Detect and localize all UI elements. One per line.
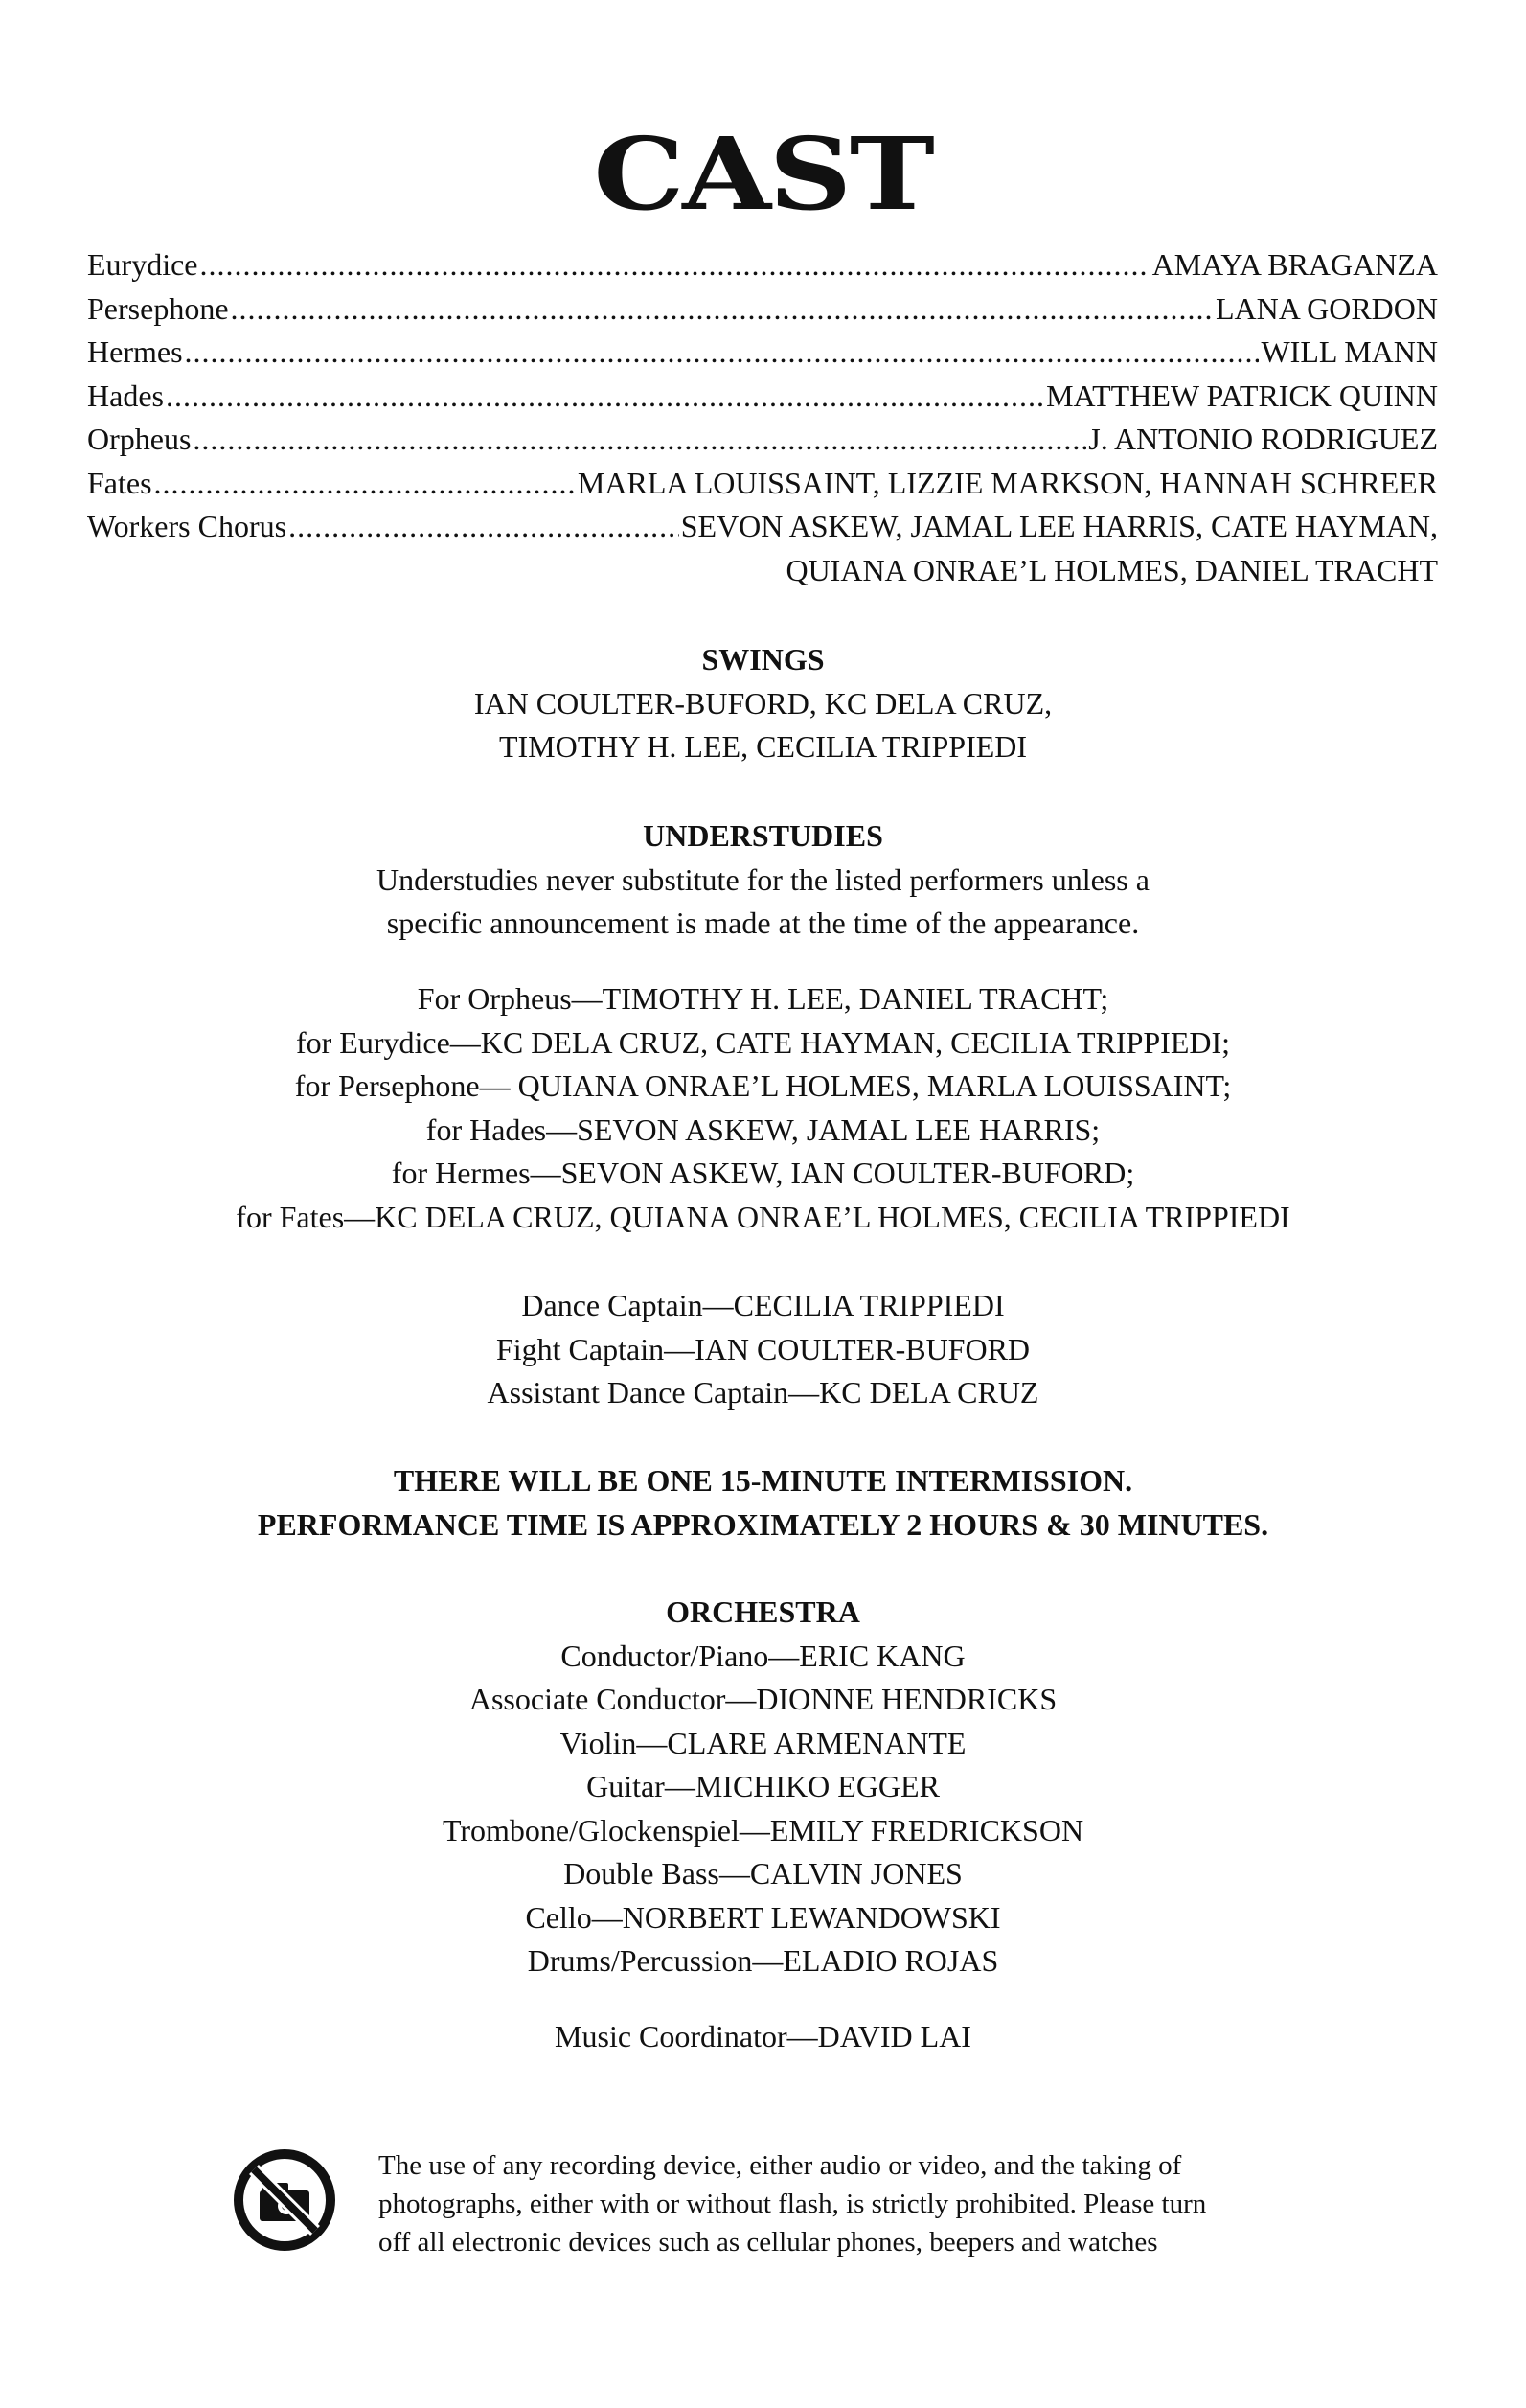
cast-role: Workers Chorus: [87, 509, 287, 543]
swings-heading: SWINGS: [701, 642, 825, 677]
orchestra-line: Cello—NORBERT LEWANDOWSKI: [525, 1899, 1001, 1935]
understudy-line: for Hades—SEVON ASKEW, JAMAL LEE HARRIS;: [425, 1112, 1101, 1147]
orchestra-line: Double Bass—CALVIN JONES: [563, 1856, 963, 1891]
understudies-note: specific announcement is made at the time of the appearance.: [386, 906, 1140, 940]
music-coordinator-line: Music Coordinator—DAVID LAI: [555, 2019, 971, 2053]
recording-notice: [233, 2146, 1334, 2271]
cast-role: Hermes: [87, 334, 183, 369]
no-camera-icon: [233, 2148, 336, 2252]
cast-actor: WILL MANN: [1261, 334, 1438, 369]
performance-time-line: PERFORMANCE TIME IS APPROXIMATELY 2 HOURS & 30 MINUTES.: [257, 1506, 1269, 1542]
cast-row: [87, 375, 1438, 419]
dot-leader: [154, 462, 576, 506]
cast-list: [87, 243, 1438, 592]
swings-section: [0, 638, 1526, 769]
cast-role: Eurydice: [87, 247, 198, 282]
cast-actor: AMAYA BRAGANZA: [1151, 247, 1438, 282]
swings-line: TIMOTHY H. LEE, CECILIA TRIPPIEDI: [498, 729, 1028, 764]
page-title: CAST: [593, 115, 933, 233]
cast-row: [87, 418, 1438, 462]
understudies-section: [0, 814, 1526, 946]
dot-leader: [231, 287, 1214, 332]
orchestra-line: Conductor/Piano—ERIC KANG: [560, 1638, 966, 1673]
intermission-section: [0, 1459, 1526, 1547]
notice-line: The use of any recording device, either audio or video, and the taking of: [378, 2150, 1182, 2181]
cast-role: Orpheus: [87, 422, 192, 456]
notice-text: [378, 2146, 1317, 2261]
cast-role: Hades: [87, 378, 164, 413]
dot-leader: [200, 243, 1150, 287]
notice-line: off all electronic devices such as cellular phones, beepers and watches: [378, 2227, 1158, 2258]
intermission-line: THERE WILL BE ONE 15-MINUTE INTERMISSION.: [393, 1463, 1133, 1498]
orchestra-section: [0, 1591, 1526, 1984]
notice-line: photographs, either with or without flash, is strictly prohibited. Please turn: [378, 2189, 1207, 2219]
understudies-heading: UNDERSTUDIES: [643, 818, 883, 853]
cast-actor: J. ANTONIO RODRIGUEZ: [1088, 422, 1438, 456]
dot-leader: [288, 505, 679, 549]
orchestra-heading: ORCHESTRA: [666, 1594, 860, 1629]
captain-line: Fight Captain—IAN COULTER-BUFORD: [495, 1331, 1031, 1366]
orchestra-line: Drums/Percussion—ELADIO ROJAS: [527, 1943, 999, 1978]
understudy-line: for Hermes—SEVON ASKEW, IAN COULTER-BUFORD;: [391, 1156, 1135, 1190]
cast-actor: MATTHEW PATRICK QUINN: [1046, 378, 1438, 413]
cast-actor: MARLA LOUISSAINT, LIZZIE MARKSON, HANNAH SCHREER: [577, 465, 1438, 500]
understudies-note: Understudies never substitute for the listed performers unless a: [376, 861, 1150, 897]
understudy-assignments: [0, 977, 1526, 1239]
cast-actor: LANA GORDON: [1216, 290, 1438, 326]
understudy-line: for Fates—KC DELA CRUZ, QUIANA ONRAE’L HOLMES, CECILIA TRIPPIEDI: [236, 1199, 1290, 1234]
cast-role: Persephone: [87, 290, 229, 326]
music-coordinator-section: [0, 2015, 1526, 2059]
cast-row: [87, 505, 1438, 549]
cast-actor: SEVON ASKEW, JAMAL LEE HARRIS, CATE HAYMAN,: [680, 509, 1438, 543]
dot-leader: [193, 418, 1086, 462]
cast-continuation: QUIANA ONRAE’L HOLMES, DANIEL TRACHT: [786, 552, 1438, 587]
cast-row: [87, 331, 1438, 375]
understudy-line: for Persephone— QUIANA ONRAE’L HOLMES, MARLA LOUISSAINT;: [294, 1068, 1232, 1103]
cast-row: [87, 243, 1438, 287]
understudy-line: for Eurydice—KC DELA CRUZ, CATE HAYMAN, CECILIA TRIPPIEDI;: [295, 1024, 1231, 1060]
captain-line: Assistant Dance Captain—KC DELA CRUZ: [487, 1375, 1039, 1410]
orchestra-line: Associate Conductor—DIONNE HENDRICKS: [468, 1682, 1058, 1716]
captain-line: Dance Captain—CECILIA TRIPPIEDI: [521, 1288, 1005, 1322]
orchestra-line: Trombone/Glockenspiel—EMILY FREDRICKSON: [442, 1812, 1084, 1847]
cast-row: [87, 462, 1438, 506]
understudy-line: For Orpheus—TIMOTHY H. LEE, DANIEL TRACHT;: [417, 981, 1109, 1016]
orchestra-line: Guitar—MICHIKO EGGER: [586, 1769, 940, 1803]
dot-leader: [166, 375, 1044, 419]
swings-line: IAN COULTER-BUFORD, KC DELA CRUZ,: [473, 685, 1053, 721]
cast-role: Fates: [87, 465, 152, 500]
captains-section: [0, 1284, 1526, 1415]
cast-row: [87, 287, 1438, 332]
orchestra-line: Violin—CLARE ARMENANTE: [559, 1725, 967, 1760]
dot-leader: [185, 331, 1260, 375]
